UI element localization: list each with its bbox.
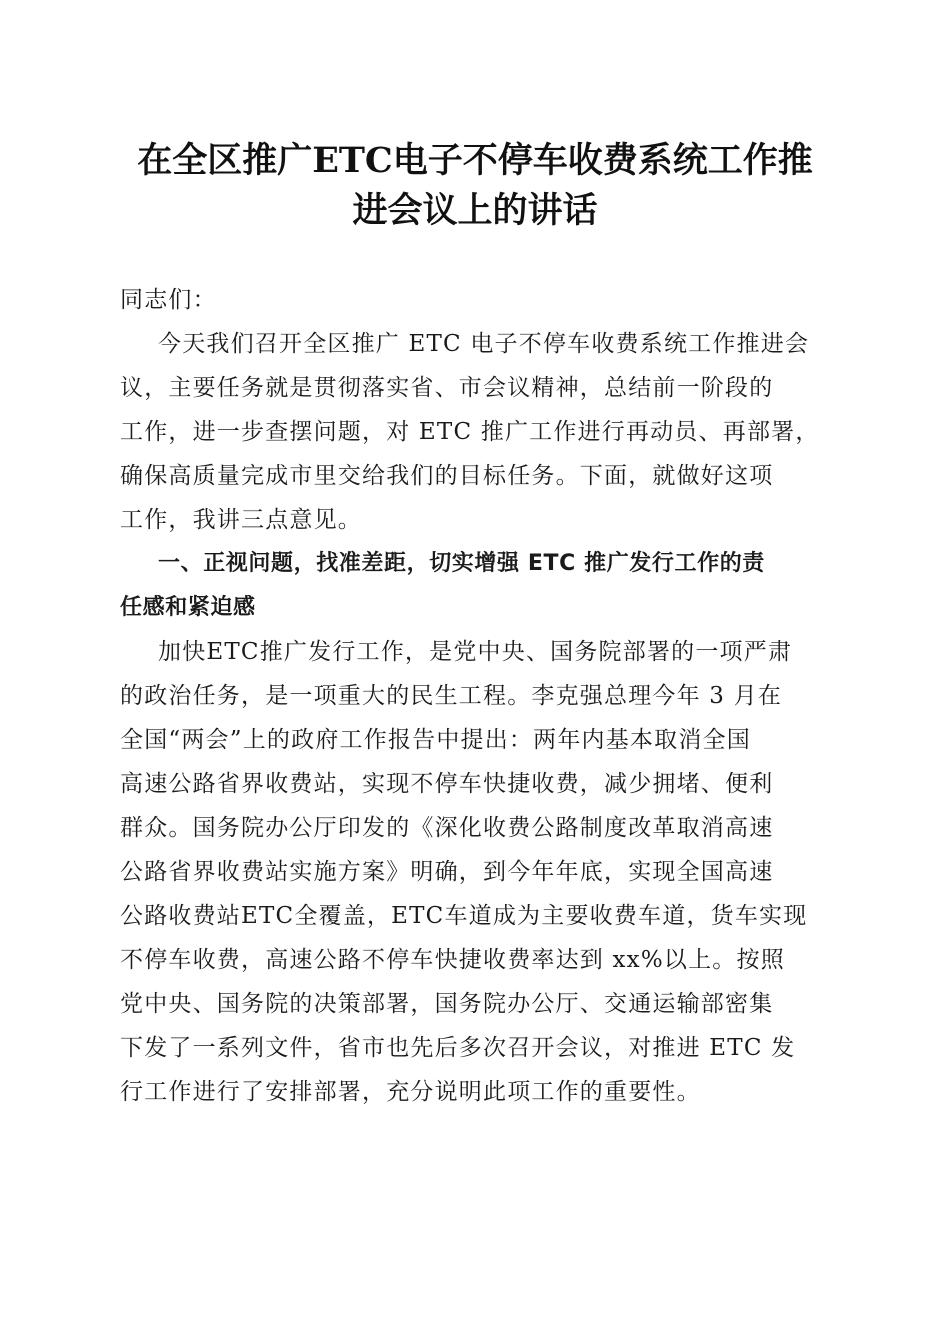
title-line-1: 在全区推广ETC电子不停车收费系统工作推 (137, 140, 813, 181)
intro-line: 确保高质量完成市里交给我们的目标任务。下面，就做好这项 (120, 463, 774, 489)
paragraph-line: 公路省界收费站实施方案》明确，到今年年底，实现全国高速 (120, 859, 774, 885)
paragraph-line: 群众。国务院办公厅印发的《深化收费公路制度改革取消高速 (120, 815, 774, 841)
paragraph-line: 党中央、国务院的决策部署，国务院办公厅、交通运输部密集 (120, 991, 774, 1017)
section-1-heading (120, 542, 832, 630)
paragraph-line: 行工作进行了安排部署，充分说明此项工作的重要性。 (120, 1079, 701, 1105)
paragraph-line: 不停车收费，高速公路不停车快捷收费率达到 xx%以上。按照 (120, 947, 785, 973)
intro-line: 今天我们召开全区推广 ETC 电子不停车收费系统工作推进会 (158, 331, 810, 357)
intro-line: 工作，进一步查摆问题，对 ETC 推广工作进行再动员、再部署， (120, 419, 820, 445)
intro-paragraph (120, 322, 832, 542)
paragraph-line: 的政治任务，是一项重大的民生工程。李克强总理今年 3 月在 (120, 683, 783, 709)
salutation: 同志们： (120, 287, 217, 313)
document-body (120, 278, 832, 1114)
paragraph-line: 公路收费站ETC全覆盖，ETC车道成为主要收费车道，货车实现 (120, 903, 808, 929)
paragraph-line: 全国“两会”上的政府工作报告中提出：两年内基本取消全国 (120, 727, 751, 753)
section-heading-line: 一、正视问题，找准差距，切实增强 ETC 推广发行工作的责 (158, 551, 765, 576)
intro-line: 议，主要任务就是贯彻落实省、市会议精神，总结前一阶段的 (120, 375, 774, 401)
paragraph-line: 加快ETC推广发行工作，是党中央、国务院部署的一项严肃 (158, 639, 793, 665)
section-heading-line: 任感和紧迫感 (120, 595, 256, 620)
title-line-2: 进会议上的讲话 (352, 190, 598, 231)
intro-line: 工作，我讲三点意见。 (120, 507, 362, 533)
paragraph-line: 下发了一系列文件，省市也先后多次召开会议，对推进 ETC 发 (120, 1035, 796, 1061)
paragraph-line: 高速公路省界收费站，实现不停车快捷收费，减少拥堵、便利 (120, 771, 774, 797)
document-title (120, 136, 830, 236)
section-1-paragraph (120, 630, 832, 1114)
